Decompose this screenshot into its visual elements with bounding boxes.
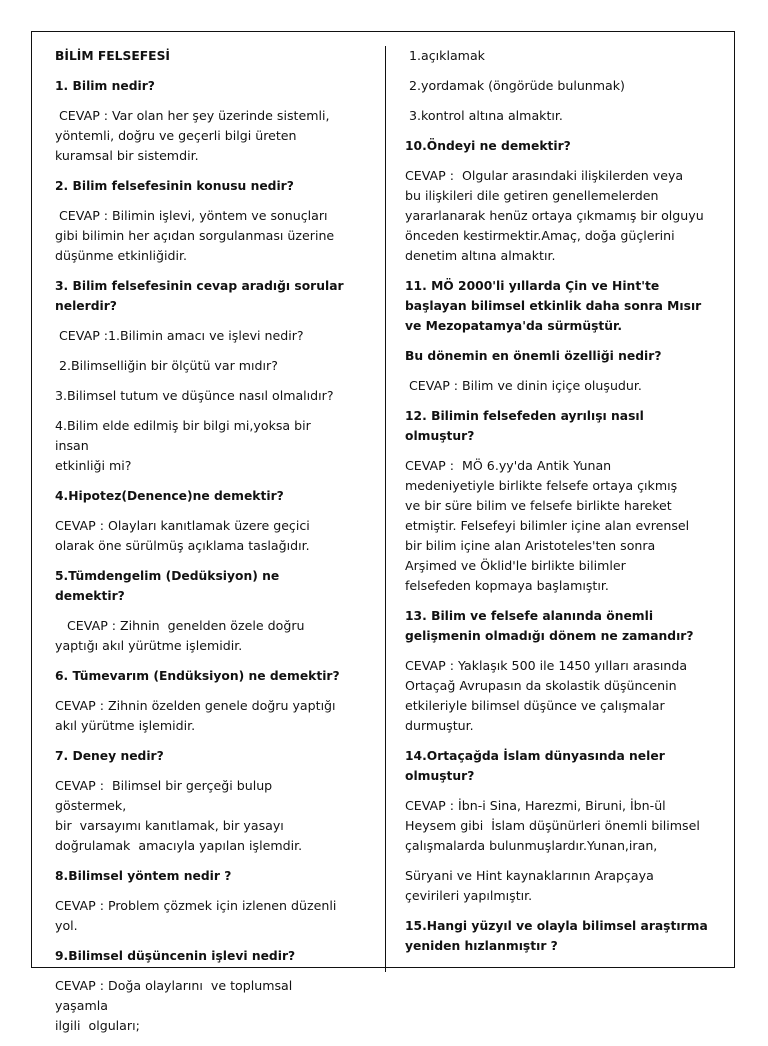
question-13: 13. Bilim ve felsefe alanında önemli gelişmenin olmadığı dönem ne zamandır? [405, 609, 694, 643]
answer-9-item-2: 2.yordamak (öngörüde bulunmak) [405, 78, 625, 93]
question-10: 10.Öndeyi ne demektir? [405, 139, 571, 153]
question-11-sub: Bu dönemin en önemli özelliği nedir? [405, 349, 662, 363]
answer-3-item-3: 3.Bilimsel tutum ve düşünce nasıl olmalıdır? [55, 388, 334, 403]
answer-14: CEVAP : İbn-i Sina, Harezmi, Biruni, İbn-ül Heysem gibi İslam düşünürleri önemli bilimsel çalışmalarda bulunmuşlardır.Yunan,iran, [405, 798, 700, 853]
answer-5: CEVAP : Zihnin genelden özele doğru yaptığı akıl yürütme işlemidir. [55, 618, 305, 653]
question-8: 8.Bilimsel yöntem nedir ? [55, 869, 232, 883]
answer-3-item-1: CEVAP :1.Bilimin amacı ve işlevi nedir? [55, 328, 304, 343]
answer-9: CEVAP : Doğa olaylarını ve toplumsal yaşamla ilgili olguları; [55, 978, 293, 1033]
question-3: 3. Bilim felsefesinin cevap aradığı sorular nelerdir? [55, 279, 344, 313]
left-column [55, 46, 347, 1046]
answer-3-item-2: 2.Bilimselliğin bir ölçütü var mıdır? [55, 358, 278, 373]
question-2: 2. Bilim felsefesinin konusu nedir? [55, 179, 294, 193]
answer-13: CEVAP : Yaklaşık 500 ile 1450 yılları arasında Ortaçağ Avrupasın da skolastik düşüncenin etkileriyle bilimsel düşünce ve çalışmalar durmuştur. [405, 658, 688, 733]
answer-2: CEVAP : Bilimin işlevi, yöntem ve sonuçları gibi bilimin her açıdan sorgulanması üzerine düşünme etkinliğidir. [55, 208, 335, 263]
question-14: 14.Ortaçağda İslam dünyasında neler olmuştur? [405, 749, 665, 783]
answer-3-item-4: 4.Bilim elde edilmiş bir bilgi mi,yoksa bir insan etkinliği mi? [55, 418, 311, 473]
answer-9-item-3: 3.kontrol altına almaktır. [405, 108, 563, 123]
answer-6: CEVAP : Zihnin özelden genele doğru yaptığı akıl yürütme işlemidir. [55, 698, 336, 733]
answer-7: CEVAP : Bilimsel bir gerçeği bulup göstermek, bir varsayımı kanıtlamak, bir yasayı doğrulamak amacıyla yapılan işlemdir. [55, 778, 303, 853]
right-column [405, 46, 717, 966]
question-1: 1. Bilim nedir? [55, 79, 155, 93]
answer-9-item-1: 1.açıklamak [405, 48, 485, 63]
answer-10: CEVAP : Olgular arasındaki ilişkilerden veya bu ilişkileri dile getiren genellemelerden yararlanarak henüz ortaya çıkmamış bir olguyu önceden kestirmektir.Amaç, doğa güçlerini denetim altına almaktır. [405, 168, 704, 263]
answer-8: CEVAP : Problem çözmek için izlenen düzenli yol. [55, 898, 337, 933]
question-7: 7. Deney nedir? [55, 749, 164, 763]
question-12: 12. Bilimin felsefeden ayrılışı nasıl olmuştur? [405, 409, 644, 443]
question-5: 5.Tümdengelim (Dedüksiyon) ne demektir? [55, 569, 284, 603]
column-divider [385, 46, 386, 972]
document-title: BİLİM FELSEFESİ [55, 49, 171, 63]
question-4: 4.Hipotez(Denence)ne demektir? [55, 489, 284, 503]
answer-1: CEVAP : Var olan her şey üzerinde sistemli, yöntemli, doğru ve geçerli bilgi üreten kuramsal bir sistemdir. [55, 108, 330, 163]
question-15: 15.Hangi yüzyıl ve olayla bilimsel araştırma yeniden hızlanmıştır ? [405, 919, 708, 953]
question-11: 11. MÖ 2000'li yıllarda Çin ve Hint'te başlayan bilimsel etkinlik daha sonra Mısır ve Mezopatamya'da sürmüştür. [405, 279, 702, 333]
question-9: 9.Bilimsel düşüncenin işlevi nedir? [55, 949, 296, 963]
answer-11: CEVAP : Bilim ve dinin içiçe oluşudur. [405, 378, 642, 393]
answer-12: CEVAP : MÖ 6.yy'da Antik Yunan medeniyetiyle birlikte felsefe ortaya çıkmış ve bir süre bilim ve felsefe birlikte hareket etmiştir. Felsefeyi bilimler içine alan evrensel bir bilim içine alan Aristoteles'ten sonra Arşimed ve Öklid'le birlikte bilimler felsefeden kopmaya başlamıştır. [405, 458, 690, 593]
answer-4: CEVAP : Olayları kanıtlamak üzere geçici olarak öne sürülmüş açıklama taslağıdır. [55, 518, 310, 553]
answer-14-continued: Süryani ve Hint kaynaklarının Arapçaya çevirileri yapılmıştır. [405, 868, 654, 903]
question-6: 6. Tümevarım (Endüksiyon) ne demektir? [55, 669, 340, 683]
